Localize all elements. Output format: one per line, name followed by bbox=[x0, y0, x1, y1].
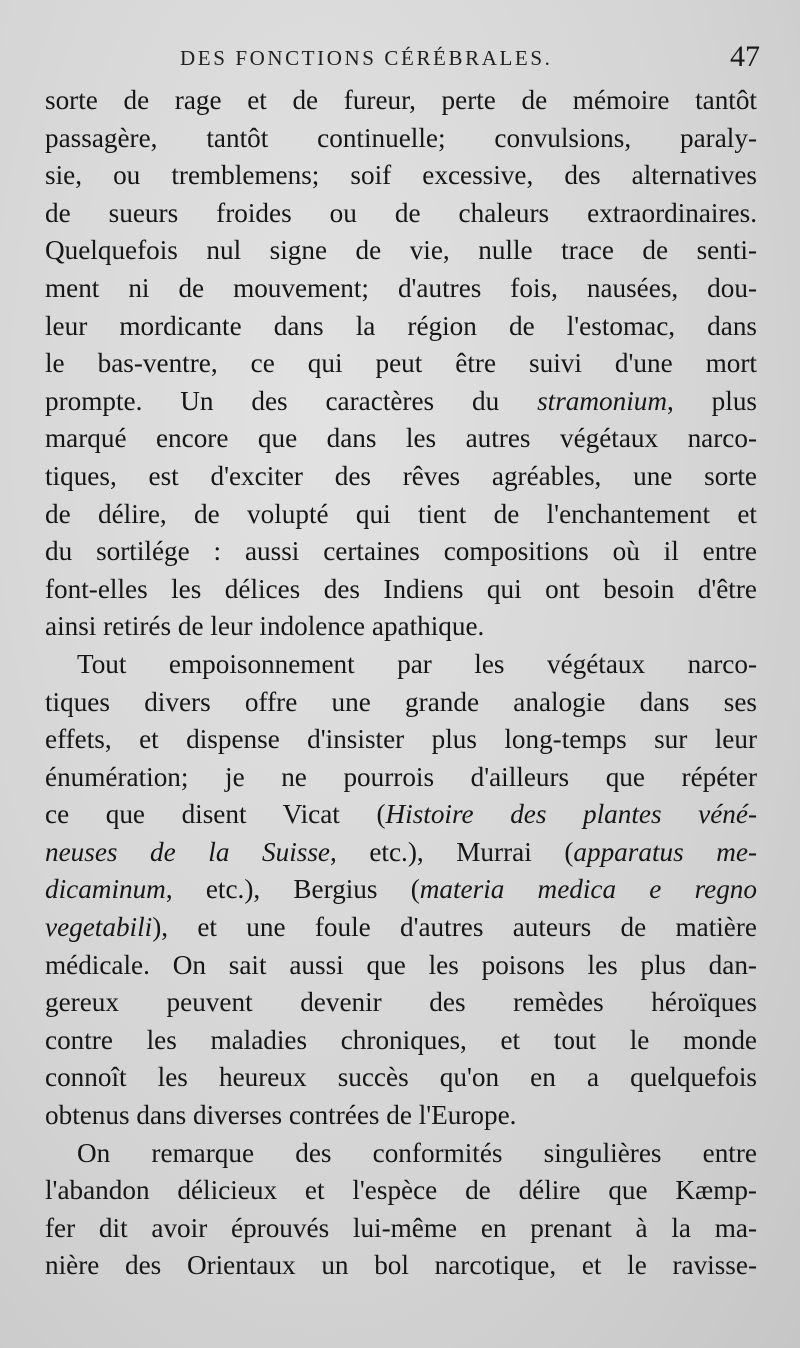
running-head: DES FONCTIONS CÉRÉBRALES. bbox=[180, 46, 553, 70]
page-number: 47 bbox=[730, 40, 760, 73]
text-line: tiques divers offre une grande analogie dans ses bbox=[45, 686, 757, 717]
text-line: de délire, de volupté qui tient de l'enchantement et bbox=[45, 498, 757, 529]
text-line: contre les maladies chroniques, et tout le monde bbox=[45, 1024, 757, 1055]
text-line: de sueurs froides ou de chaleurs extraordinaires. bbox=[45, 197, 757, 228]
text-line: le bas-ventre, ce qui peut être suivi d'une mort bbox=[45, 348, 757, 379]
text-line: marqué encore que dans les autres végétaux narco- bbox=[45, 423, 757, 454]
text-line: fer dit avoir éprouvés lui-même en prenant à la ma- bbox=[45, 1212, 757, 1243]
body-text bbox=[45, 82, 757, 1285]
text-line: gereux peuvent devenir des remèdes héroïques bbox=[45, 987, 757, 1018]
text-line: font-elles les délices des Indiens qui ont besoin d'être bbox=[45, 573, 757, 604]
text-line: prompte. Un des caractères du stramonium, plus bbox=[45, 385, 757, 416]
text-line: passagère, tantôt continuelle; convulsions, paraly- bbox=[45, 122, 757, 153]
text-line: Tout empoisonnement par les végétaux narco- bbox=[77, 648, 757, 679]
text-line: tiques, est d'exciter des rêves agréables, une sorte bbox=[45, 460, 757, 491]
text-line: du sortilége : aussi certaines compositions où il entre bbox=[45, 536, 757, 567]
text-line: médicale. On sait aussi que les poisons les plus dan- bbox=[45, 949, 757, 980]
page-header bbox=[0, 40, 800, 80]
text-line: Quelquefois nul signe de vie, nulle trace de senti- bbox=[45, 235, 757, 266]
text-line: l'abandon délicieux et l'espèce de délire que Kæmp- bbox=[45, 1175, 757, 1206]
text-line: sie, ou tremblemens; soif excessive, des alternatives bbox=[45, 160, 757, 191]
text-line: ce que disent Vicat (Histoire des plantes véné- bbox=[45, 799, 758, 830]
text-line: On remarque des conformités singulières entre bbox=[77, 1137, 757, 1168]
text-line: énumération; je ne pourrois d'ailleurs que répéter bbox=[45, 761, 757, 792]
text-line: ment ni de mouvement; d'autres fois, nausées, dou- bbox=[45, 272, 757, 303]
text-line: ainsi retirés de leur indolence apathique. bbox=[45, 611, 485, 642]
text-line: vegetabili), et une foule d'autres auteurs de matière bbox=[45, 912, 757, 943]
text-line: neuses de la Suisse, etc.), Murrai (apparatus me- bbox=[45, 836, 757, 867]
text-line: leur mordicante dans la région de l'estomac, dans bbox=[45, 310, 757, 341]
text-line: dicaminum, etc.), Bergius (materia medica e regno bbox=[45, 874, 757, 905]
text-line: nière des Orientaux un bol narcotique, et le ravisse- bbox=[45, 1250, 757, 1281]
text-line: effets, et dispense d'insister plus long-temps sur leur bbox=[45, 724, 757, 755]
text-line: obtenus dans diverses contrées de l'Europe. bbox=[45, 1100, 517, 1131]
text-line: sorte de rage et de fureur, perte de mémoire tantôt bbox=[45, 85, 757, 115]
text-line: connoît les heureux succès qu'on en a quelquefois bbox=[45, 1062, 757, 1093]
